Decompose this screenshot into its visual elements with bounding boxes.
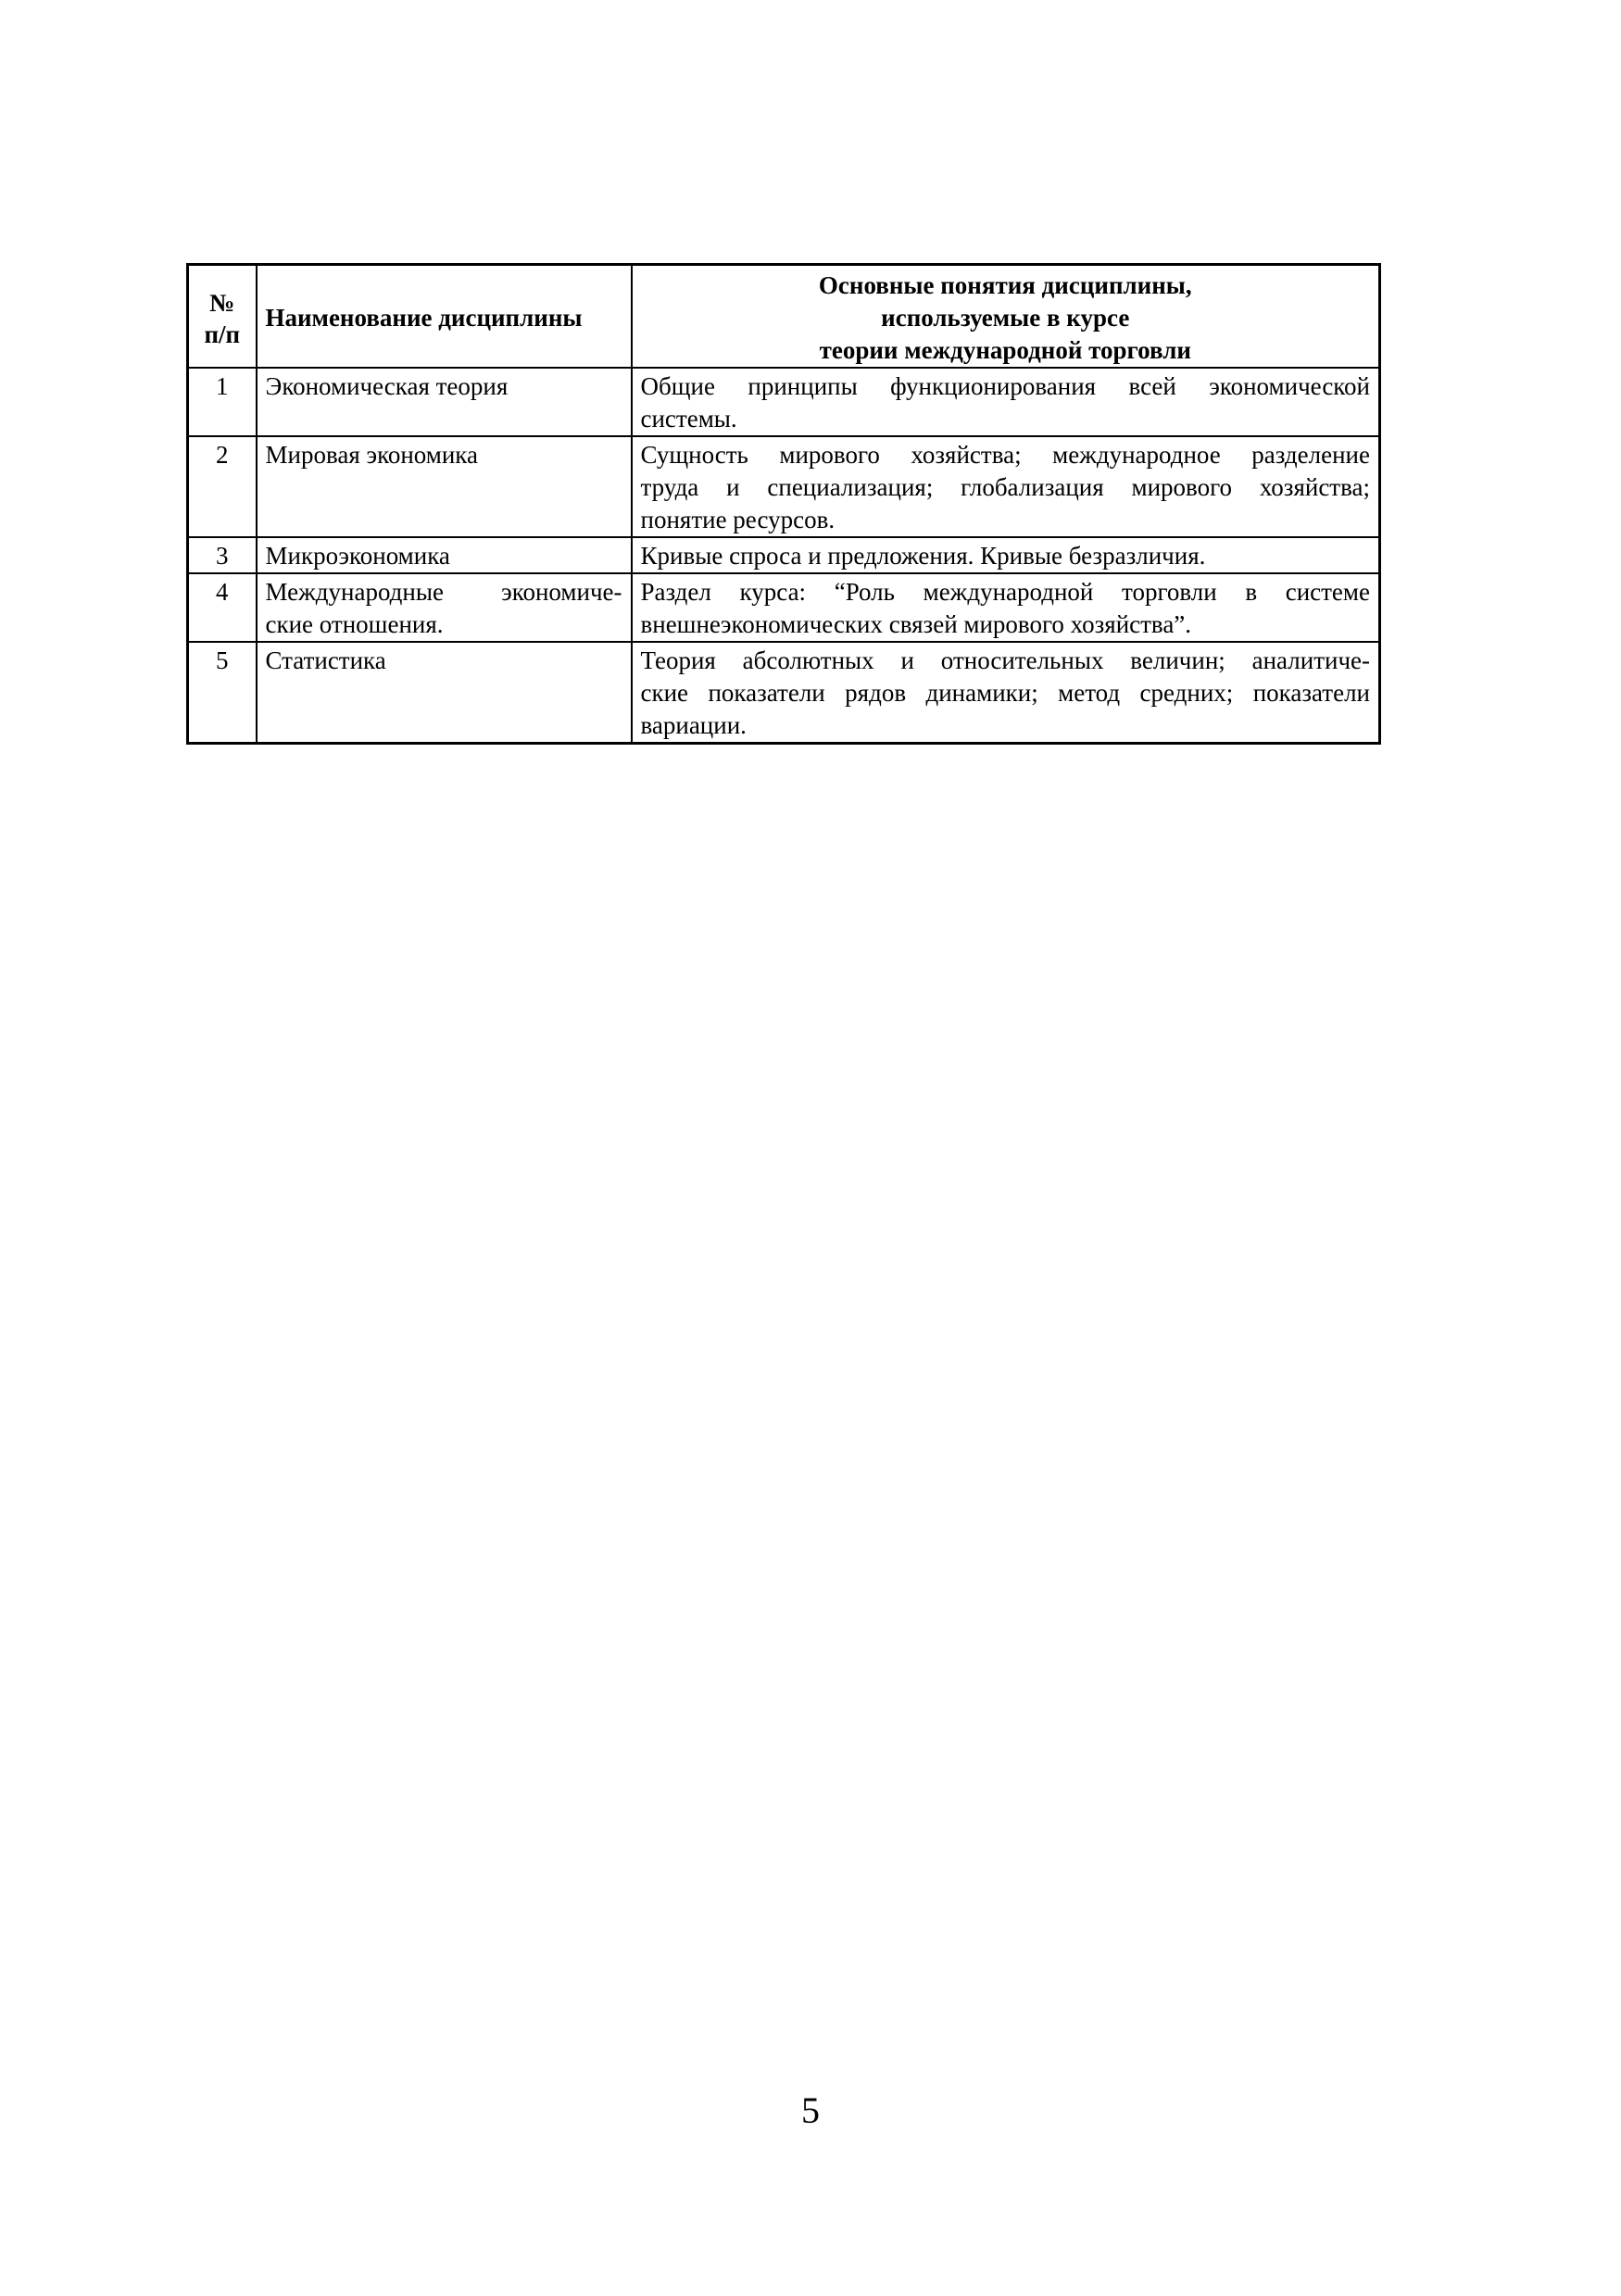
row-discipline-name [257,537,632,573]
concepts-line: Раздел курса: “Роль международной торговли в системе [640,578,1370,606]
row-concepts [632,436,1380,537]
row-discipline-name [257,573,632,642]
header-number [188,265,257,369]
name-line: ские отношения. [265,610,444,638]
name-line: Международные экономиче- [265,578,622,606]
concepts-line: Кривые спроса и предложения. Кривые безразличия. [640,542,1206,570]
table-header-row [188,265,1380,369]
row-discipline-name [257,368,632,436]
header-concepts-line: используемые в курсе [881,304,1130,332]
concepts-line: системы. [640,405,737,433]
table-row [188,642,1380,744]
concepts-line: труда и специализация; глобализация мирового хозяйства; [640,473,1370,501]
row-concepts [632,368,1380,436]
concepts-line: внешнеэкономических связей мирового хозяйства”. [640,610,1192,638]
row-concepts [632,537,1380,573]
row-number: 5 [188,642,257,744]
concepts-line: ские показатели рядов динамики; метод средних; показатели [640,679,1370,707]
header-concepts-line: теории международной торговли [819,336,1191,364]
concepts-line: Общие принципы функционирования всей экономической [640,372,1370,400]
row-discipline-name [257,436,632,537]
row-number: 2 [188,436,257,537]
header-concepts-line: Основные понятия дисциплины, [818,271,1192,299]
name-line: Микроэкономика [265,542,450,570]
header-number-abbr: п/п [204,320,241,348]
table-row [188,537,1380,573]
disciplines-table [186,263,1381,745]
table-row [188,436,1380,537]
header-number-symbol: № [209,288,235,317]
row-number: 1 [188,368,257,436]
concepts-line: Сущность мирового хозяйства; международное разделение [640,441,1370,469]
row-number: 3 [188,537,257,573]
row-concepts [632,642,1380,744]
table-row [188,368,1380,436]
name-line: Экономическая теория [265,372,509,400]
header-concepts [632,265,1380,369]
header-discipline-name: Наименование дисциплины [257,265,632,369]
name-line: Статистика [265,646,386,674]
concepts-line: вариации. [640,711,747,739]
table-row [188,573,1380,642]
name-line: Мировая экономика [265,441,478,469]
concepts-line: Теория абсолютных и относительных величин; аналитиче- [640,646,1370,674]
row-concepts [632,573,1380,642]
row-discipline-name [257,642,632,744]
row-number: 4 [188,573,257,642]
page-number: 5 [801,2089,820,2131]
concepts-line: понятие ресурсов. [640,506,836,533]
